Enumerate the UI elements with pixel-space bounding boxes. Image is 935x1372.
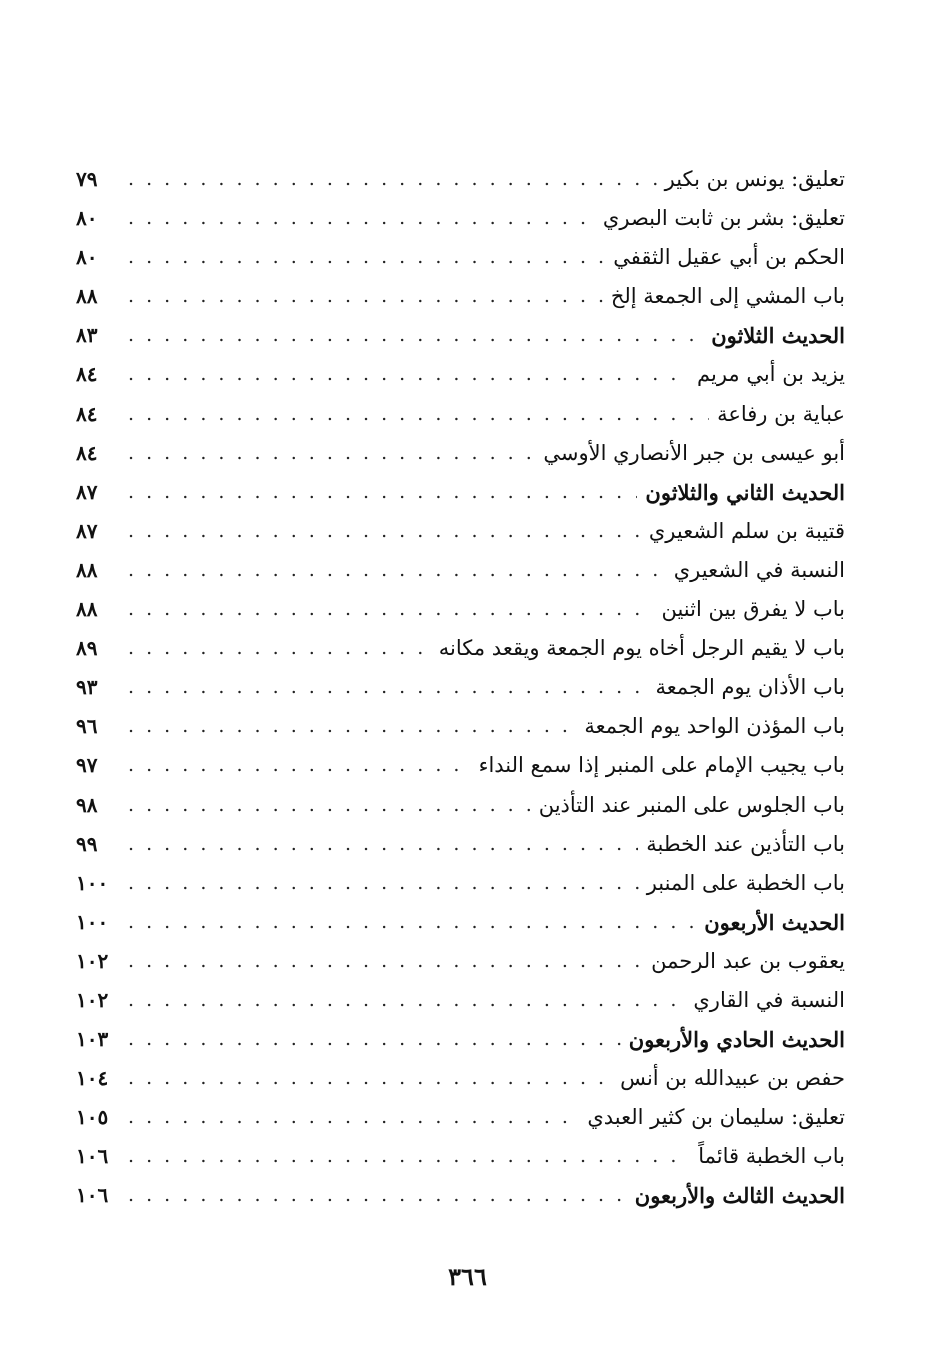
- toc-entry-page-number: ٨٨: [76, 551, 122, 590]
- toc-entry-page-number: ٨٠: [76, 238, 122, 277]
- toc-entry-title: باب الأذان يوم الجمعة: [648, 668, 845, 707]
- toc-entry-title: تعليق: بشر بن ثابت البصري: [595, 199, 845, 238]
- toc-entry-page-number: ١٠٠: [76, 864, 122, 903]
- toc-entry-page-number: ١٠٦: [76, 1137, 122, 1176]
- toc-entry: [0, 981, 935, 1020]
- toc-entry-title: يعقوب بن عبد الرحمن: [643, 942, 845, 981]
- toc-entry: [0, 512, 935, 551]
- toc-entry-title: يزيد بن أبي مريم: [689, 355, 845, 394]
- toc-entry-heading: الحديث الحادي والأربعون: [621, 1020, 845, 1059]
- toc-entry-title: باب الجلوس على المنبر عند التأذين: [531, 786, 845, 825]
- toc-entry: [0, 864, 935, 903]
- toc-entry: [0, 825, 935, 864]
- toc-entry-title: باب التأذين عند الخطبة: [638, 825, 845, 864]
- toc-entry-title: حفص بن عبيدالله بن أنس: [612, 1059, 845, 1098]
- toc-entry-title: تعليق: يونس بن بكير: [657, 160, 845, 199]
- toc-entry: [0, 1020, 935, 1059]
- toc-entry-page-number: ١٠٣: [76, 1020, 122, 1059]
- toc-entry-title: النسبة في الشعيري: [666, 551, 845, 590]
- toc-entry: [0, 746, 935, 785]
- toc-entry: [0, 1137, 935, 1176]
- toc-entry-page-number: ١٠٦: [76, 1176, 122, 1215]
- toc-entry-page-number: ٩٣: [76, 668, 122, 707]
- toc-entry-heading: الحديث الثالث والأربعون: [627, 1176, 845, 1215]
- toc-entry: [0, 786, 935, 825]
- toc-entry-title: باب الخطبة قائماً: [690, 1137, 845, 1176]
- toc-entry-title: أبو عيسى بن جبر الأنصاري الأوسي: [535, 434, 845, 473]
- toc-entry-heading: الحديث الثلاثون: [703, 316, 845, 355]
- toc-entry-title: قتيبة بن سلم الشعيري: [641, 512, 845, 551]
- toc-entry: [0, 590, 935, 629]
- toc-entry-page-number: ٨٨: [76, 590, 122, 629]
- toc-entry: [0, 238, 935, 277]
- toc-entry: [0, 395, 935, 434]
- toc-entry-page-number: ٨٣: [76, 316, 122, 355]
- toc-entry-title: باب المؤذن الواحد يوم الجمعة: [576, 707, 845, 746]
- toc-entry-page-number: ٨٩: [76, 629, 122, 668]
- toc-entry-page-number: ١٠٠: [76, 903, 122, 942]
- toc-entry: [0, 668, 935, 707]
- toc-entry-title: باب المشي إلى الجمعة إلخ: [603, 277, 845, 316]
- toc-entry-page-number: ٩٨: [76, 786, 122, 825]
- toc-entry-title: باب يجيب الإمام على المنبر إذا سمع النداء: [471, 746, 845, 785]
- toc-entry-page-number: ٨٤: [76, 434, 122, 473]
- toc-entry-page-number: ٧٩: [76, 160, 122, 199]
- toc-entry: [0, 355, 935, 394]
- toc-entry-page-number: ٩٦: [76, 707, 122, 746]
- toc-entry: [0, 551, 935, 590]
- toc-entry: [0, 199, 935, 238]
- toc-entry: [0, 629, 935, 668]
- toc-entry-page-number: ٨٧: [76, 473, 122, 512]
- toc-entry-page-number: ١٠٢: [76, 981, 122, 1020]
- toc-entry-page-number: ٨٤: [76, 355, 122, 394]
- toc-entry: [0, 942, 935, 981]
- toc-entry: [0, 1176, 935, 1215]
- toc-entry: [0, 473, 935, 512]
- toc-entry-page-number: ١٠٤: [76, 1059, 122, 1098]
- toc-entry-page-number: ٨٠: [76, 199, 122, 238]
- toc-entry-page-number: ١٠٢: [76, 942, 122, 981]
- toc-entry-page-number: ٨٤: [76, 395, 122, 434]
- toc-entry: [0, 903, 935, 942]
- toc-entry-page-number: ٨٧: [76, 512, 122, 551]
- toc-entry: [0, 316, 935, 355]
- toc-entry-page-number: ١٠٥: [76, 1098, 122, 1137]
- toc-entry-title: عباية بن رفاعة: [709, 395, 845, 434]
- toc-entry: [0, 1098, 935, 1137]
- toc-entry-page-number: ٩٧: [76, 746, 122, 785]
- toc-entry: [0, 1059, 935, 1098]
- toc-entry-heading: الحديث الأربعون: [696, 903, 845, 942]
- toc-entry-title: باب لا يفرق بين اثنين: [653, 590, 845, 629]
- toc-entry: [0, 707, 935, 746]
- table-of-contents: [0, 160, 935, 1216]
- toc-entry-heading: الحديث الثاني والثلاثون: [637, 473, 845, 512]
- toc-entry-title: الحكم بن أبي عقيل الثقفي: [605, 238, 845, 277]
- toc-entry-title: باب لا يقيم الرجل أخاه يوم الجمعة ويقعد مكانه: [431, 629, 845, 668]
- toc-entry-title: النسبة في القاري: [685, 981, 845, 1020]
- toc-entry: [0, 160, 935, 199]
- toc-entry-title: تعليق: سليمان بن كثير العبدي: [579, 1098, 845, 1137]
- toc-entry-title: باب الخطبة على المنبر: [639, 864, 845, 903]
- page-number-footer: ٣٦٦: [448, 1262, 487, 1291]
- toc-entry: [0, 277, 935, 316]
- toc-entry-page-number: ٨٨: [76, 277, 122, 316]
- toc-entry-page-number: ٩٩: [76, 825, 122, 864]
- toc-entry: [0, 434, 935, 473]
